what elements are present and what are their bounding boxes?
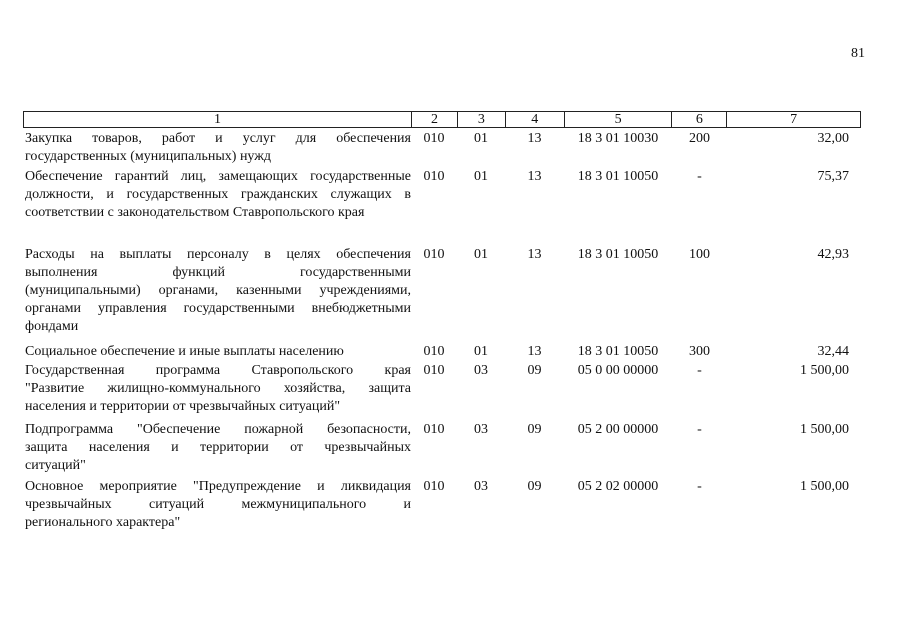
row-description bbox=[23, 421, 411, 475]
cell-amount: 32,44 bbox=[817, 344, 849, 359]
cell-section: 03 bbox=[474, 363, 488, 378]
page-number: 81 bbox=[851, 46, 865, 61]
cell-amount: 1 500,00 bbox=[800, 422, 849, 437]
table-row bbox=[23, 362, 861, 416]
table-row bbox=[23, 343, 861, 361]
budget-table bbox=[23, 111, 861, 530]
cell-expense-type: 100 bbox=[689, 247, 710, 262]
cell-ministry-code: 010 bbox=[423, 131, 445, 146]
table-row bbox=[23, 421, 861, 475]
row-description bbox=[23, 130, 411, 166]
header-col-3: 3 bbox=[457, 112, 505, 127]
table-header-row bbox=[23, 111, 861, 128]
cell-target-article: 18 3 01 10050 bbox=[577, 344, 659, 359]
header-col-5: 5 bbox=[564, 112, 672, 127]
header-col-4: 4 bbox=[505, 112, 564, 127]
row-description bbox=[23, 478, 411, 532]
row-description bbox=[23, 343, 411, 361]
cell-ministry-code: 010 bbox=[423, 169, 445, 184]
table-row bbox=[23, 168, 861, 222]
cell-subsection: 09 bbox=[527, 479, 542, 494]
cell-amount: 1 500,00 bbox=[800, 479, 849, 494]
description-line: Социальное обеспечение и иные выплаты населению bbox=[25, 344, 344, 359]
description-line: "Развитие жилищно-коммунального хозяйства, защита bbox=[25, 381, 411, 396]
description-line: Основное мероприятие "Предупреждение и ликвидация bbox=[25, 479, 411, 494]
cell-section: 01 bbox=[474, 247, 488, 262]
cell-subsection: 09 bbox=[527, 422, 542, 437]
cell-target-article: 18 3 01 10050 bbox=[577, 169, 659, 184]
cell-subsection: 13 bbox=[527, 247, 542, 262]
cell-subsection: 09 bbox=[527, 363, 542, 378]
table-row bbox=[23, 478, 861, 532]
description-line: фондами bbox=[25, 319, 79, 334]
description-line: выполнения функций государственными bbox=[25, 265, 411, 280]
description-line: Закупка товаров, работ и услуг для обеспечения bbox=[25, 131, 411, 146]
cell-target-article: 05 2 02 00000 bbox=[577, 479, 659, 494]
header-col-2: 2 bbox=[411, 112, 457, 127]
cell-subsection: 13 bbox=[527, 344, 542, 359]
cell-amount: 32,00 bbox=[817, 131, 849, 146]
cell-subsection: 13 bbox=[527, 169, 542, 184]
description-line: Подпрограмма "Обеспечение пожарной безопасности, bbox=[25, 422, 411, 437]
header-col-1: 1 bbox=[214, 112, 222, 127]
cell-target-article: 05 0 00 00000 bbox=[577, 363, 659, 378]
description-line: органами управления государственными внебюджетными bbox=[25, 301, 411, 316]
cell-expense-type: - bbox=[697, 169, 702, 184]
cell-ministry-code: 010 bbox=[423, 344, 445, 359]
cell-ministry-code: 010 bbox=[423, 422, 445, 437]
header-col-6: 6 bbox=[671, 112, 726, 127]
cell-ministry-code: 010 bbox=[423, 363, 445, 378]
description-line: Расходы на выплаты персоналу в целях обеспечения bbox=[25, 247, 411, 262]
description-line: чрезвычайных ситуаций межмуниципального и bbox=[25, 497, 411, 512]
description-line: государственных (муниципальных) нужд bbox=[25, 149, 272, 164]
description-line: Государственная программа Ставропольского края bbox=[25, 363, 411, 378]
cell-target-article: 05 2 00 00000 bbox=[577, 422, 659, 437]
cell-expense-type: - bbox=[697, 363, 702, 378]
cell-section: 03 bbox=[474, 479, 488, 494]
cell-amount: 75,37 bbox=[817, 169, 849, 184]
cell-amount: 42,93 bbox=[817, 247, 849, 262]
table-row bbox=[23, 246, 861, 336]
cell-target-article: 18 3 01 10050 bbox=[577, 247, 659, 262]
row-description bbox=[23, 246, 411, 336]
description-line: населения и территории от чрезвычайных ситуаций" bbox=[25, 399, 341, 414]
cell-ministry-code: 010 bbox=[423, 247, 445, 262]
description-line: соответствии с законодательством Ставропольского края bbox=[25, 205, 365, 220]
cell-target-article: 18 3 01 10030 bbox=[577, 131, 659, 146]
table-row bbox=[23, 130, 861, 166]
description-line: (муниципальными) органами, казенными учреждениями, bbox=[25, 283, 411, 298]
cell-amount: 1 500,00 bbox=[800, 363, 849, 378]
cell-section: 03 bbox=[474, 422, 488, 437]
cell-ministry-code: 010 bbox=[423, 479, 445, 494]
description-line: должности, и государственных гражданских служащих в bbox=[25, 187, 411, 202]
cell-section: 01 bbox=[474, 169, 488, 184]
description-line: ситуаций" bbox=[25, 458, 86, 473]
row-description bbox=[23, 362, 411, 416]
description-line: Обеспечение гарантий лиц, замещающих государственные bbox=[25, 169, 411, 184]
cell-expense-type: - bbox=[697, 422, 702, 437]
cell-expense-type: - bbox=[697, 479, 702, 494]
description-line: регионального характера" bbox=[25, 515, 181, 530]
cell-section: 01 bbox=[474, 131, 488, 146]
cell-subsection: 13 bbox=[527, 131, 542, 146]
cell-expense-type: 300 bbox=[689, 344, 710, 359]
cell-expense-type: 200 bbox=[689, 131, 710, 146]
row-description bbox=[23, 168, 411, 222]
description-line: защита населения и территории от чрезвычайных bbox=[25, 440, 411, 455]
header-col-7: 7 bbox=[726, 112, 860, 127]
cell-section: 01 bbox=[474, 344, 488, 359]
